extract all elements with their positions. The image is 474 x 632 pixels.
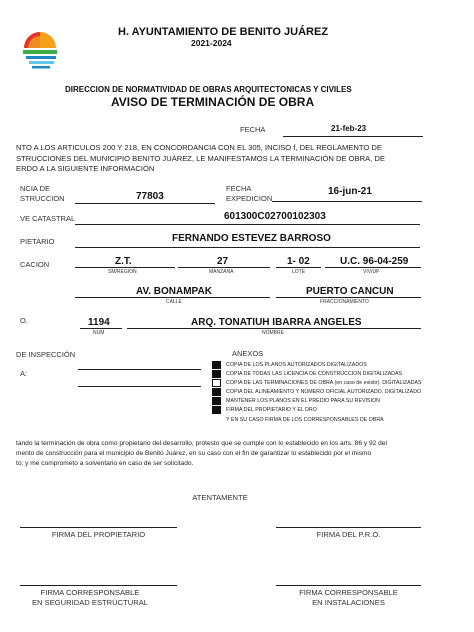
clave-label: VE CATASTRAL — [20, 214, 76, 223]
anexo-item-1: COPIA DE LOS PLANOS AUTORIZADOS DIGITALIZADOS — [226, 362, 367, 368]
intro-line-3: ERDO A LA SIGUIENTE INFORMACIÓN — [16, 164, 155, 173]
lote-underline — [276, 267, 321, 268]
calle-caption: CALLE — [166, 299, 182, 305]
fracc-value: PUERTO CANCUN — [306, 286, 394, 297]
clave-underline — [75, 224, 420, 225]
anexo-item-7: Y EN SU CASO FIRMA DE LOS CORRESPONSABLES DE OBRA — [226, 417, 384, 423]
propietario-signature-line — [20, 527, 177, 528]
anexo-checkbox-6[interactable] — [212, 406, 221, 414]
anexo-item-2: COPIA DE TODAS LAS LICENCIA DE CONSTRUCCION DIGITALIZADAS — [226, 371, 403, 377]
declaration-text-3: to; y me comprometo a solventario en caso de ser solicitado. — [16, 460, 194, 467]
pro-signature-label: FIRMA DEL P.R.O. — [316, 530, 381, 539]
anexo-item-6: FIRMA DEL PROPIETARIO Y EL DRO — [226, 407, 317, 413]
zt-underline — [75, 267, 175, 268]
dro-label: O. — [20, 316, 28, 325]
fecha-value: 21-feb-23 — [331, 124, 367, 133]
fecha-exp-value: 16-jun-21 — [328, 186, 372, 197]
manzana-value: 27 — [217, 256, 229, 267]
declaration-line-2 — [16, 449, 371, 460]
seguridad-signature-line — [20, 585, 177, 586]
fecha-exp-label-2: EXPEDICION — [226, 194, 273, 203]
vivup-value: U.C. 96-04-259 — [340, 256, 409, 267]
dro-num-caption: NUM — [93, 330, 105, 336]
zt-value: Z.T. — [115, 256, 132, 267]
fecha-underline — [283, 136, 423, 137]
intro-line-2: STRUCCIONES DEL MUNICIPIO BENITO JUÁREZ, LE MANIFESTAMOS LA TERMINACIÓN DE OBRA, DE — [16, 153, 385, 163]
calle-underline — [75, 297, 270, 298]
direction-name: DIRECCION DE NORMATIVIDAD DE OBRAS ARQUITECTONICAS Y CIVILES — [65, 85, 352, 94]
inspeccion-underline-2 — [78, 386, 201, 387]
ubicacion-label: CACION — [20, 260, 50, 269]
declaration-line-1 — [16, 439, 387, 450]
anexo-checkbox-5[interactable] — [212, 397, 221, 405]
pro-signature-line — [276, 527, 421, 528]
propietario-label: PIETARIO — [20, 237, 55, 246]
licencia-label-1: NCIA DE — [20, 184, 51, 193]
licencia-label-2: STRUCCION — [20, 194, 65, 203]
dro-nombre-value: ARQ. TONATIUH IBARRA ANGELES — [191, 317, 362, 328]
instalaciones-signature-line — [276, 585, 421, 586]
lote-caption: LOTE — [292, 269, 306, 275]
zt-caption: SM/REGION — [108, 269, 137, 275]
dro-nombre-caption: NOMBRE — [262, 330, 284, 336]
dro-nombre-underline — [127, 328, 421, 329]
seguridad-signature-label-1: FIRMA CORRESPONSABLE — [40, 588, 140, 597]
atentamente: ATENTAMENTE — [192, 493, 248, 502]
anexo-checkbox-4[interactable] — [212, 388, 221, 396]
vivup-caption: VIV/UP — [363, 269, 380, 275]
seguridad-signature-label-2: EN SEGURIDAD ESTRUCTURAL — [31, 598, 149, 607]
declaration-text-1: tando la terminación de obra como propietario del desarrollo, protesto que se cumple con lo establecido en los arts. 86 y 92 del — [16, 440, 387, 447]
anexo-item-3: COPIA DE LAS TERMINACIONES DE OBRA (en caso de existir). DIGITALIZADAS — [226, 380, 422, 386]
dro-num-underline — [80, 328, 122, 329]
inspeccion-underline — [78, 369, 201, 370]
instalaciones-signature-label-2: EN INSTALACIONES — [312, 598, 385, 607]
propietario-value: FERNANDO ESTEVEZ BARROSO — [172, 233, 331, 244]
anexo-checkbox-3[interactable] — [212, 379, 221, 387]
anexo-checkbox-1[interactable] — [212, 361, 221, 369]
anexos-title: ANEXOS — [232, 349, 264, 358]
period: 2021-2024 — [191, 38, 232, 48]
fecha-exp-label-1: FECHA — [226, 184, 252, 193]
propietario-signature-label: FIRMA DEL PROPIETARIO — [51, 530, 146, 539]
licencia-value: 77803 — [136, 191, 164, 202]
declaration-line-3 — [16, 459, 193, 470]
anexo-item-4: COPIA DEL ALINEAMIENTO Y NÚMERO OFICIAL AUTORIZADO. DIGITALIZADO — [226, 389, 422, 395]
vivup-underline — [325, 267, 421, 268]
clave-value: 601300C02700102303 — [224, 211, 326, 222]
institution-title: H. AYUNTAMIENTO DE BENITO JUÁREZ — [118, 26, 329, 38]
fracc-underline — [276, 297, 421, 298]
lote-value: 1- 02 — [287, 256, 310, 267]
intro-line-1: NTO A LOS ARTICULOS 200 Y 218, EN CONCORDANCIA CON EL 305, INCISO f, DEL REGLAMENTO DE — [16, 143, 382, 152]
fecha-exp-underline — [272, 201, 422, 202]
fracc-caption: FRACCIONAMIENTO — [320, 299, 369, 305]
municipal-logo — [20, 22, 60, 74]
inspeccion-a-label: A: — [20, 369, 28, 378]
propietario-underline — [75, 247, 420, 248]
anexo-checkbox-2[interactable] — [212, 370, 221, 378]
dro-num-value: 1194 — [88, 317, 110, 328]
document-title: AVISO DE TERMINACIÓN DE OBRA — [111, 95, 315, 109]
fecha-label: FECHA — [240, 125, 266, 134]
declaration-text-2: mento de construcción para el municipio de Benito Juárez, en su caso con el fin de garantizar lo establecido por el mismo — [16, 450, 372, 457]
licencia-underline — [75, 203, 215, 204]
manzana-underline — [178, 267, 270, 268]
instalaciones-signature-label-1: FIRMA CORRESPONSABLE — [299, 588, 398, 597]
manzana-caption: MANZANA — [209, 269, 234, 275]
inspeccion-label: DE INSPECCIÓN — [16, 350, 76, 359]
calle-value: AV. BONAMPAK — [136, 286, 212, 297]
anexo-item-5: MANTENER LOS PLANOS EN EL PREDIO PARA SU REVISION — [226, 398, 380, 404]
